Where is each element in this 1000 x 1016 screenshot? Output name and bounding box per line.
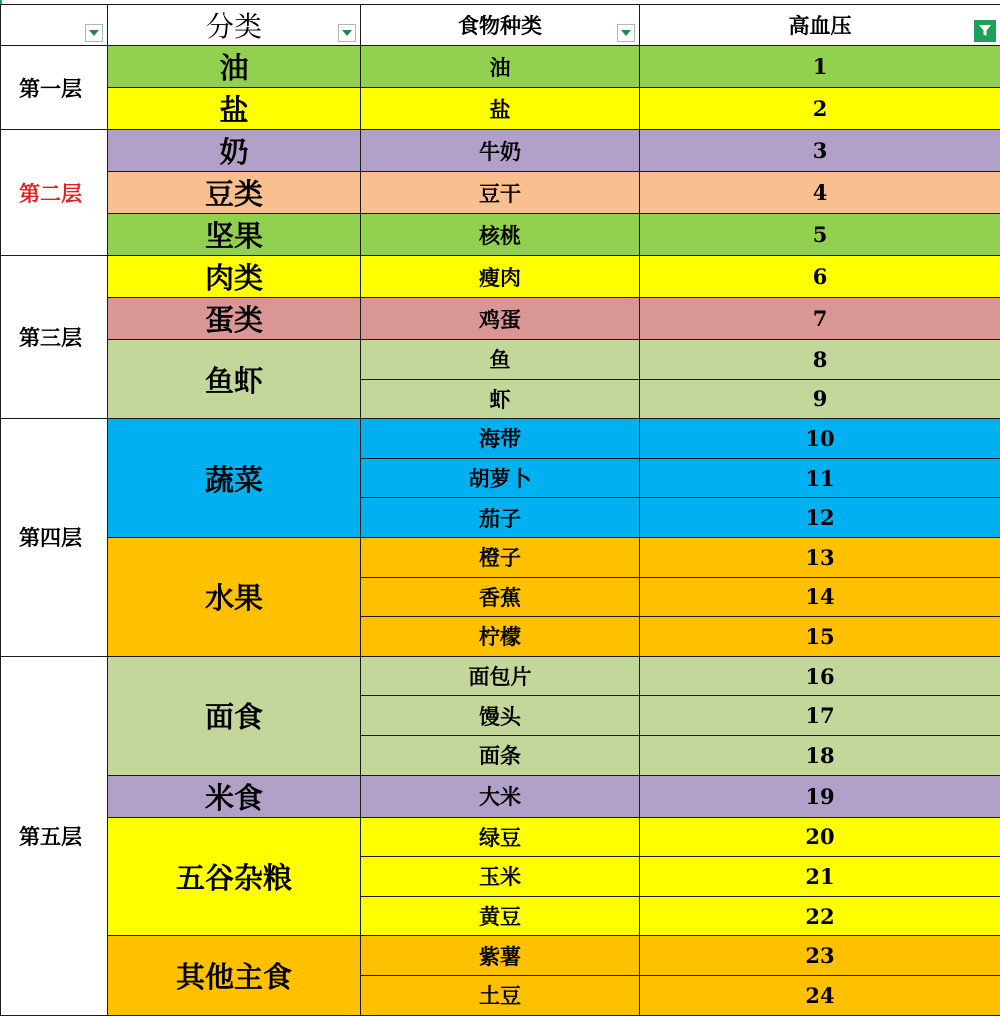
- header-food-label: 食物种类: [458, 13, 542, 38]
- header-cell-hypertension[interactable]: [640, 5, 1000, 46]
- food-cell[interactable]: 大米: [361, 775, 640, 817]
- category-cell[interactable]: 盐: [108, 88, 361, 130]
- hypertension-cell[interactable]: 23: [640, 936, 1000, 976]
- header-row: [1, 5, 1000, 46]
- chevron-down-icon[interactable]: [338, 24, 356, 42]
- table-row: [1, 537, 1000, 577]
- food-cell[interactable]: 虾: [361, 379, 640, 419]
- hypertension-cell[interactable]: 15: [640, 617, 1000, 657]
- food-cell[interactable]: 土豆: [361, 975, 640, 1015]
- food-cell[interactable]: 茄子: [361, 498, 640, 538]
- table-body: [1, 46, 1000, 1016]
- table-row: [1, 775, 1000, 817]
- hypertension-cell[interactable]: 21: [640, 857, 1000, 897]
- header-cell-blank[interactable]: [1, 5, 108, 46]
- hypertension-cell[interactable]: 17: [640, 696, 1000, 736]
- category-cell[interactable]: 水果: [108, 537, 361, 656]
- hypertension-cell[interactable]: 6: [640, 256, 1000, 298]
- food-cell[interactable]: 油: [361, 46, 640, 88]
- food-cell[interactable]: 牛奶: [361, 130, 640, 172]
- header-category-label: 分类: [206, 10, 262, 43]
- header-hypertension-label: 高血压: [789, 13, 852, 38]
- layer-cell[interactable]: 第五层: [1, 656, 108, 1015]
- hypertension-cell[interactable]: 7: [640, 298, 1000, 340]
- table-row: [1, 214, 1000, 256]
- layer-cell[interactable]: 第二层: [1, 130, 108, 256]
- food-cell[interactable]: 海带: [361, 419, 640, 459]
- hypertension-cell[interactable]: 2: [640, 88, 1000, 130]
- table-row: [1, 172, 1000, 214]
- category-cell[interactable]: 鱼虾: [108, 340, 361, 419]
- food-cell[interactable]: 玉米: [361, 857, 640, 897]
- table-row: [1, 130, 1000, 172]
- table-row: [1, 936, 1000, 976]
- hypertension-cell[interactable]: 22: [640, 896, 1000, 936]
- category-cell[interactable]: 奶: [108, 130, 361, 172]
- food-cell[interactable]: 鸡蛋: [361, 298, 640, 340]
- hypertension-cell[interactable]: 12: [640, 498, 1000, 538]
- category-cell[interactable]: 豆类: [108, 172, 361, 214]
- food-cell[interactable]: 柠檬: [361, 617, 640, 657]
- hypertension-cell[interactable]: 9: [640, 379, 1000, 419]
- category-cell[interactable]: 面食: [108, 656, 361, 775]
- hypertension-cell[interactable]: 13: [640, 537, 1000, 577]
- hypertension-cell[interactable]: 4: [640, 172, 1000, 214]
- hypertension-cell[interactable]: 1: [640, 46, 1000, 88]
- table-row: [1, 419, 1000, 459]
- category-cell[interactable]: 蛋类: [108, 298, 361, 340]
- hypertension-cell[interactable]: 11: [640, 458, 1000, 498]
- food-cell[interactable]: 豆干: [361, 172, 640, 214]
- category-cell[interactable]: 油: [108, 46, 361, 88]
- food-cell[interactable]: 橙子: [361, 537, 640, 577]
- hypertension-cell[interactable]: 14: [640, 577, 1000, 617]
- hypertension-cell[interactable]: 20: [640, 817, 1000, 857]
- food-cell[interactable]: 瘦肉: [361, 256, 640, 298]
- table-row: [1, 256, 1000, 298]
- food-cell[interactable]: 黄豆: [361, 896, 640, 936]
- food-cell[interactable]: 馒头: [361, 696, 640, 736]
- hypertension-cell[interactable]: 8: [640, 340, 1000, 380]
- layer-cell[interactable]: 第三层: [1, 256, 108, 419]
- hypertension-cell[interactable]: 16: [640, 656, 1000, 696]
- header-cell-food[interactable]: [361, 5, 640, 46]
- table-row: [1, 817, 1000, 857]
- category-cell[interactable]: 其他主食: [108, 936, 361, 1015]
- data-table: [0, 4, 1000, 1016]
- food-cell[interactable]: 香蕉: [361, 577, 640, 617]
- category-cell[interactable]: 坚果: [108, 214, 361, 256]
- food-cell[interactable]: 紫薯: [361, 936, 640, 976]
- table-row: [1, 46, 1000, 88]
- header-cell-category[interactable]: [108, 5, 361, 46]
- layer-cell[interactable]: 第四层: [1, 419, 108, 657]
- food-cell[interactable]: 鱼: [361, 340, 640, 380]
- food-cell[interactable]: 绿豆: [361, 817, 640, 857]
- layer-cell[interactable]: 第一层: [1, 46, 108, 130]
- hypertension-cell[interactable]: 10: [640, 419, 1000, 459]
- hypertension-cell[interactable]: 18: [640, 735, 1000, 775]
- category-cell[interactable]: 米食: [108, 775, 361, 817]
- table-row: [1, 656, 1000, 696]
- table-row: [1, 298, 1000, 340]
- food-cell[interactable]: 盐: [361, 88, 640, 130]
- hypertension-cell[interactable]: 24: [640, 975, 1000, 1015]
- hypertension-cell[interactable]: 3: [640, 130, 1000, 172]
- chevron-down-icon[interactable]: [85, 24, 103, 42]
- filter-icon[interactable]: [974, 20, 996, 42]
- food-cell[interactable]: 面条: [361, 735, 640, 775]
- category-cell[interactable]: 肉类: [108, 256, 361, 298]
- category-cell[interactable]: 五谷杂粮: [108, 817, 361, 936]
- category-cell[interactable]: 蔬菜: [108, 419, 361, 538]
- food-cell[interactable]: 核桃: [361, 214, 640, 256]
- table-row: [1, 340, 1000, 380]
- food-cell[interactable]: 面包片: [361, 656, 640, 696]
- chevron-down-icon[interactable]: [617, 24, 635, 42]
- food-cell[interactable]: 胡萝卜: [361, 458, 640, 498]
- hypertension-cell[interactable]: 5: [640, 214, 1000, 256]
- hypertension-cell[interactable]: 19: [640, 775, 1000, 817]
- table-row: [1, 88, 1000, 130]
